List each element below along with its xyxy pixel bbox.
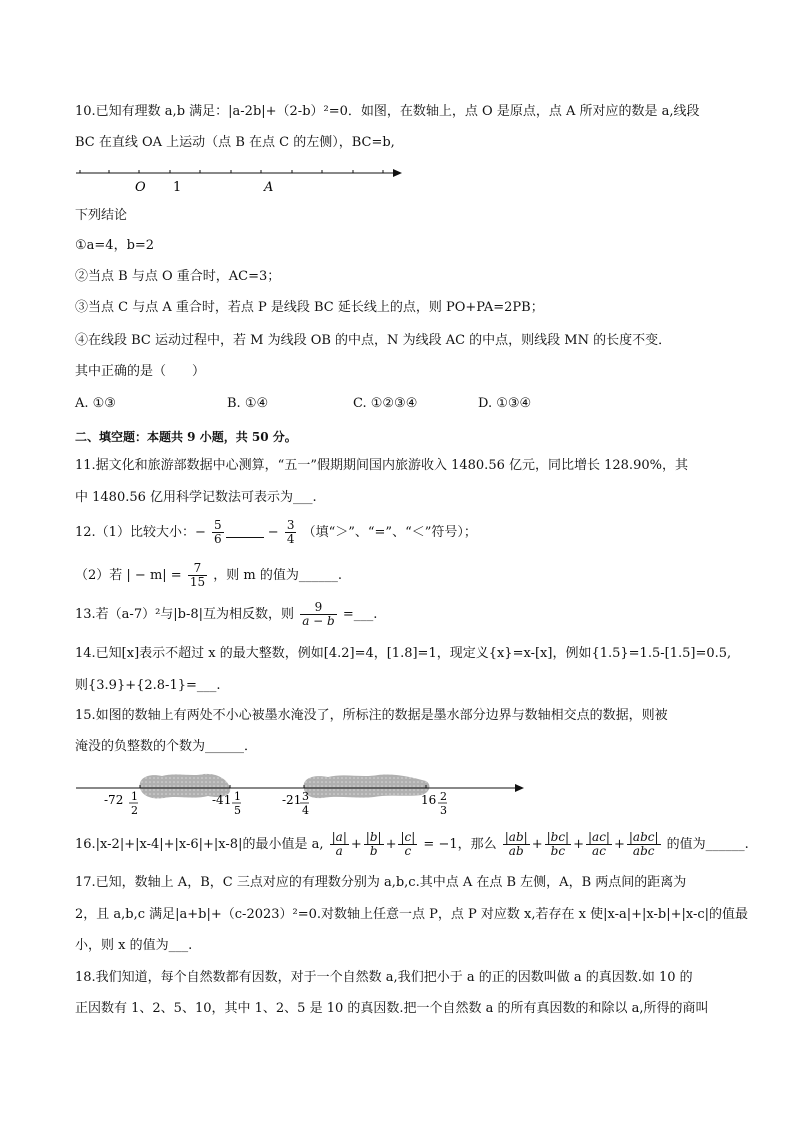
axis-label-a: A [264,180,274,195]
q10-option-c: C. ①②③④ [353,396,418,411]
q14-line2: 则{3.9}+{2.8-1}=___. [75,678,221,693]
q10-item-4: ④在线段 BC 运动过程中，若 M 为线段 OB 的中点，N 为线段 AC 的中点，则线段 MN 的长度不变． [75,333,672,348]
q10-number-line [72,160,412,196]
q15-tick-1-num: 1 [131,790,138,803]
q10-conclusion-intro: 下列结论 [75,208,128,223]
q15-tick-2-whole: -41 [212,793,232,807]
q12-frac1-num: 5 [213,518,222,532]
q16-mid: = −1，那么 [423,837,497,852]
q15-tick-1-den: 2 [131,804,138,817]
q12-fraction-2 [285,519,297,546]
q13-fraction [300,601,337,628]
q14-line1: 14.已知[x]表示不超过 x 的最大整数，例如[4.2]=4，[1.8]=1，现定义{x}=x-[x]，例如{1.5}=1.5-[1.5]=0.5, [75,646,732,661]
q10-ask: 其中正确的是（ ） [75,364,206,379]
q18-line1: 18.我们知道，每个自然数都有因数，对于一个自然数 a,我们把小于 a 的正的因数叫做 a 的真因数.如 10 的 [75,970,693,985]
q12-frac1-den: 6 [213,532,222,546]
section-2-title: 二、填空题：本题共 9 小题，共 50 分。 [75,430,297,444]
q10-option-b: B. ①④ [227,396,269,411]
q15-tick-2-den: 5 [234,804,241,817]
q12-part1-mid: − [267,525,279,540]
q13-frac-den: a − b [302,614,335,628]
q17-line1: 17.已知，数轴上 A，B，C 三点对应的有理数分别为 a,b,c.其中点 A 在点 B 左侧，A，B 两点间的距离为 [75,875,687,890]
q12-fraction-3 [188,562,207,589]
q10-option-d: D. ①③④ [478,396,532,411]
q12-part2-suffix: ，则 m 的值为______. [213,568,342,583]
axis-label-1: 1 [173,180,182,195]
q10-item-1: ①a=4，b=2 [75,238,155,253]
q11-line2: 中 1480.56 亿用科学记数法可表示为___. [75,490,317,505]
q12-part1 [75,518,477,548]
q10-item-3: ③当点 C 与点 A 重合时，若点 P 是线段 BC 延长线上的点，则 PO+PA=2PB； [75,300,544,315]
q15-tick-2-num: 1 [234,790,241,803]
q10-option-a: A. ①③ [75,396,116,411]
q17-line3: 小，则 x 的值为___. [75,938,193,953]
q13-line [75,600,377,630]
ink-blot-right [304,775,430,799]
q15-number-line [72,768,532,820]
q15-tick-4-num: 2 [440,790,447,803]
q10-line1: 10.已知有理数 a,b 满足：|a-2b|+（2-b）²=0．如图，在数轴上，点 O 是原点，点 A 所对应的数是 a,线段 [75,104,700,119]
q17-line2: 2，且 a,b,c 满足|a+b|+（c-2023）²=0.对数轴上任意一点 P，点 P 对应数 x,若存在 x 使|x-a|+|x-b|+|x-c|的值最 [75,907,749,922]
q16-prefix: 16.|x-2|+|x-4|+|x-6|+|x-8|的最小值是 a, [75,837,324,852]
q12-part2-prefix: （2）若 | − m| = [75,568,182,583]
q15-tick-4-whole: 16 [421,793,437,807]
q15-tick-4-den: 3 [440,804,447,817]
q15-tick-3-den: 4 [302,804,309,817]
q13-prefix: 13.若（a-7）²与|b-8|互为相反数，则 [75,607,295,622]
q12-frac2-den: 4 [286,532,295,546]
q15-tick-1-whole: -72 [104,793,124,807]
q15-line1: 15.如图的数轴上有两处不小心被墨水淹没了，所标注的数据是墨水部分边界与数轴相交点的数据，则被 [75,708,668,723]
q12-frac3-den: 15 [189,575,206,589]
q10-line2: BC 在直线 OA 上运动（点 B 在点 C 的左侧），BC=b, [75,135,395,150]
q12-frac3-num: 7 [193,561,202,575]
axis-label-o: O [135,180,146,195]
q13-suffix: =___. [342,607,378,622]
q16-suffix: 的值为______. [666,837,749,852]
q10-item-2: ②当点 B 与点 O 重合时，AC=3； [75,269,281,284]
q15-tick-3-whole: -21 [282,793,302,807]
q13-frac-num: 9 [314,600,323,614]
q16-line: 16.|x-2|+|x-4|+|x-6|+|x-8|的最小值是 a, $\frac{|a|}{a}$ + $\frac{|b|}{b}$ + $\frac{|c|}{c}$ = −1，那么 $\frac{|ab|}{ab}$ + $\frac{|bc|}{bc}$ + $\frac{|ac|}{ac}$ + $\frac{\text{|abc|}}{\text{abc}}$ 的值为______. [75,830,749,858]
q11-line1: 11.据文化和旅游部数据中心测算，“五一”假期期间国内旅游收入 1480.56 亿元，同比增长 128.90%，其 [75,458,688,473]
q12-blank-1[interactable] [226,537,264,538]
q18-line2: 正因数有 1、2、5、10，其中 1、2、5 是 10 的真因数.把一个自然数 a 的所有真因数的和除以 a,所得的商叫 [75,1001,709,1016]
q12-part2 [75,561,342,591]
q15-line2: 淹没的负整数的个数为______． [75,739,258,754]
q15-tick-3-num: 3 [302,790,309,803]
q12-part1-suffix: （填“＞”、“=”、“＜”符号）； [302,525,477,540]
q12-frac2-num: 3 [286,518,295,532]
q12-part1-prefix: 12.（1）比较大小：− [75,525,206,540]
q12-fraction-1 [212,519,224,546]
